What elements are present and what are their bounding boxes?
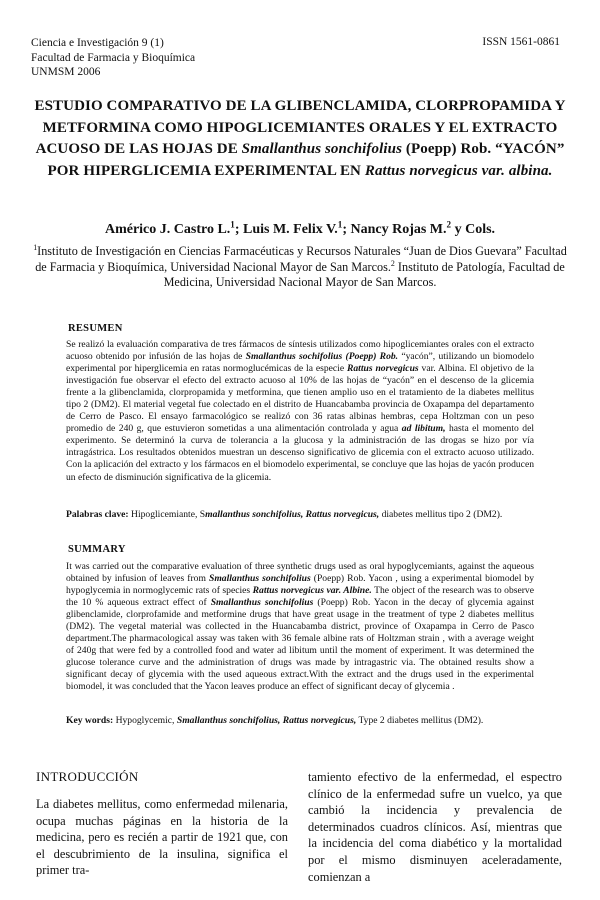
summary-species-1: Smallanthus sonchifolius [209,573,311,585]
intro-heading: INTRODUCCIÓN [36,769,139,784]
summary-text-3: The object of the research was to observe the 10 % aqueous extract effect of [66,585,534,609]
issn: ISSN 1561-0861 [482,36,560,48]
authors [30,219,570,238]
journal-info [31,36,195,80]
author-3-sup: 2 [446,219,452,230]
palabras-species: mallanthus sonchifolius, Rattus norvegicus, [205,509,380,520]
affil-2: Instituto de Patología, Facultad de Medicina, Universidad Nacional Mayor de San Marcos. [163,259,565,289]
palabras-text-1: Hipoglicemiante, S [128,509,206,520]
summary-text-4: (Poepp) Rob. Yacon in the decay of glycemia against glibenclamide, clorprofamide and metformine drugs that have great usage in the treatment of type 2 diabetes mellitus (DM2). The vegetal material was collected in the Huancabamba district, province of Oxapampa in Cerro de Pasco department.The pharmacological assay was taken with 36 female albine rats of Holtzman strain , with a average weight of 240g that were fed by a controlled food and water ad libitum until the moment of experiment. It was determined the glucose tolerance curve and the administration of drugs was made by intragastric via. The obtained results show a significant decay of glycemia with the used aqueous extract.With the extract and the drugs used in the experimental biomodel, it was concluded that the Yacon leaves produce an effect of significant decay of glycemia . [66,597,535,693]
keywords-species: Smallanthus sonchifolius, Rattus norvegicus, [176,715,357,726]
summary-species-3: Smallanthus sonchifolius [210,597,314,609]
title-animal: Rattus norvegicus var. albina. [364,162,553,179]
author-3: ; Nancy Rojas M. [342,222,447,237]
title-part-2: (Poepp) Rob. “YACÓN” POR HIPERGLICEMIA EXPERIMENTAL EN [47,141,565,179]
paper-title [30,96,570,182]
affiliations [30,244,570,291]
palabras-text-2: diabetes mellitus tipo 2 (DM2). [379,509,503,520]
author-2: ; Luis M. Felix V. [234,222,338,237]
resumen-text-1: Se realizó la evaluación comparativa de tres fármacos de síntesis utilizados como hipoglicemiantes orales con el extracto acuoso obtenido por infusión de las hojas de [66,339,534,363]
keywords-text-2: Type 2 diabetes mellitus (DM2). [356,715,484,726]
summary-text-1: It was carried out the comparative evaluation of three synthetic drugs used as oral hypoglycemiants, against the aqueous obtained by infusion of leaves from [66,561,534,585]
summary-species-2: Rattus norvegicus var. Albine. [252,585,372,597]
author-1-sup: 1 [230,219,235,230]
resumen-text-2: “yacón”, utilizando un biomodelo experimental por hiperglicemia en ratas normoglucémicas de la especie [66,351,534,375]
intro-column-right: tamiento efectivo de la enfermedad, el espectro clínico de la enfermedad sufre un vuelco, ya que cambió la incidencia y prevalencia de determinados cuadros clínicos. Así, mientras que la incidencia del coma diabético y la mortalidad por el mismo disminuyen aceleradamente, comienzan a [308,770,562,884]
intro-column-left: La diabetes mellitus, como enfermedad milenaria, ocupa muchas páginas en la historia de la medicina, pero es recién a partir de 1921 que, con el descubrimiento de la insulina, significa el primer tra- [36,797,288,878]
summary-body [66,561,534,694]
journal-line-1: Ciencia e Investigación 9 (1) [31,37,164,49]
keywords-label: Key words: [66,715,114,726]
resumen-heading: RESUMEN [68,323,123,334]
affil-1-sup: 1 [33,242,38,252]
affil-2-sup: 2 [390,258,395,268]
author-4: y Cols. [451,222,496,237]
palabras-label: Palabras clave: [66,509,129,520]
summary-heading: SUMMARY [68,544,126,555]
palabras-clave [66,509,534,521]
summary-text-2: (Poepp) Rob. Yacon , using a experimental biomodel by hypoglycemia in normoglycemic rats of species [66,573,535,597]
resumen-species-2: Rattus norvegicus [346,363,419,375]
resumen-text-3: var. Albina. El objetivo de la investigación fue observar el efecto del extracto acuoso al 10% de las hojas de “yacón” en el descenso de la glicemia frente a la glibenclamida, clorpropamida y metformina, que tienen amplio uso en el tratamiento de la diabetes mellitus tipo 2 (DM2). El material vegetal fue colectado en el distrito de Huancabamba provincia de Oxapampa del departamento de Cerro de Pasco. El ensayo farmacológico se realizó con 36 ratas albinas hembras, cepa Holtzman con un peso promedio de 240 g, que estuvieron sometidas a una alimentación controlada y agua [66,363,534,435]
resumen-text-4: hasta el momento del experimento. Se determinó la curva de tolerancia a la glucosa y la administración de las drogas se hizo por vía intragástrica. Los resultados obtenidos muestran un descenso significativo de glicemia con el extracto acuoso utilizado. Con la aplicación del extracto y los fármacos en el biomodelo experimental, se concluye que las hojas de yacón producen un efecto de disminución significativa de la glicemia. [66,423,534,483]
resumen-species-1: Smallanthus sochifolius (Poepp) Rob. [245,351,399,363]
author-1: Américo J. Castro L. [104,222,231,237]
key-words [66,715,534,727]
resumen-body [66,339,534,484]
keywords-text-1: Hypoglycemic, [113,715,177,726]
title-part-1: ESTUDIO COMPARATIVO DE LA GLIBENCLAMIDA, CLORPROPAMIDA Y METFORMINA COMO HIPOGLICEMIANTES ORALES Y EL EXTRACTO ACUOSO DE LAS HOJAS DE [34,98,566,157]
author-2-sup: 1 [337,219,343,230]
resumen-ad-libitum: ad libitum, [401,423,446,435]
journal-line-3: UNMSM 2006 [31,66,101,78]
title-species: Smallanthus sonchifolius [241,141,403,157]
journal-line-2: Facultad de Farmacia y Bioquímica [31,51,196,64]
affil-1: Instituto de Investigación en Ciencias Farmacéuticas y Recursos Naturales “Juan de Dios Guevara” Facultad de Farmacia y Bioquímica, Universidad Nacional Mayor de San Marcos. [35,244,567,274]
